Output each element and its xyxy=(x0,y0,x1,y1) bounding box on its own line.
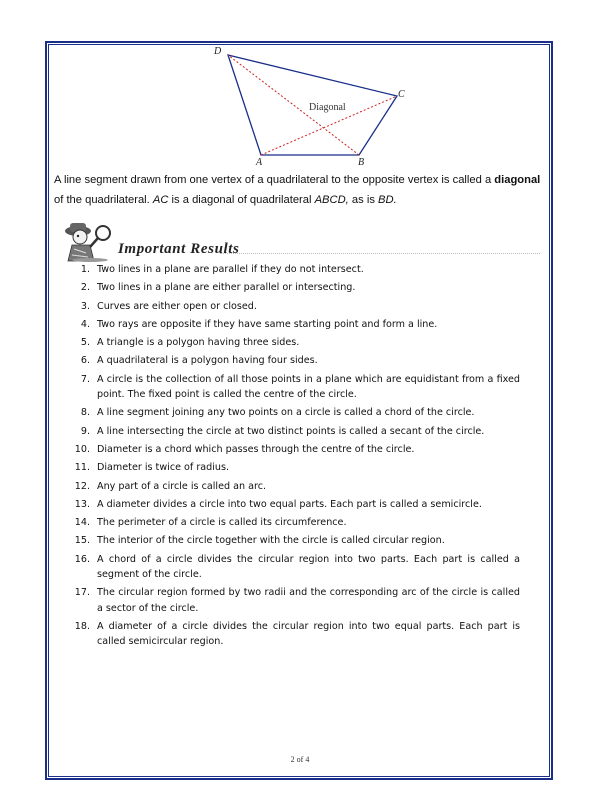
list-item xyxy=(60,372,520,403)
diagonal-definition xyxy=(54,170,544,210)
item-text: Two lines in a plane are either parallel or intersecting. xyxy=(97,282,356,294)
list-item xyxy=(60,515,520,530)
vertex-label-d: D xyxy=(214,46,222,57)
diagonal-label: Diagonal xyxy=(309,102,346,113)
list-item xyxy=(60,585,520,616)
item-text: A circle is the collection of all those points in a plane which are equidistant from a fixed point. The fixed point is called the centre of the circle. xyxy=(97,373,520,401)
def-text-4: as is xyxy=(348,194,379,206)
item-number: 17. xyxy=(74,587,90,599)
list-item xyxy=(60,552,520,583)
item-number: 15. xyxy=(74,535,90,547)
item-text: The perimeter of a circle is called its circumference. xyxy=(97,517,347,529)
item-number: 4. xyxy=(80,318,90,330)
item-number: 18. xyxy=(74,620,90,632)
item-number: 10. xyxy=(74,443,90,455)
item-text: Two rays are opposite if they have same starting point and form a line. xyxy=(97,318,438,330)
item-number: 7. xyxy=(80,373,90,385)
vertex-label-b: B xyxy=(358,157,365,168)
def-text-2: of the quadrilateral. xyxy=(54,194,153,206)
list-item xyxy=(60,424,520,439)
def-abcd: ABCD, xyxy=(314,194,349,206)
list-item xyxy=(60,497,520,512)
item-text: Diameter is twice of radius. xyxy=(97,462,230,474)
list-item xyxy=(60,533,520,548)
def-ac: AC xyxy=(152,194,169,206)
item-text: A line segment joining any two points on a circle is called a chord of the circle. xyxy=(97,407,475,419)
item-number: 12. xyxy=(74,480,90,492)
list-item xyxy=(60,299,520,314)
def-bd: BD. xyxy=(378,194,397,206)
item-text: A diameter of a circle divides the circular region into two equal parts. Each part is called semicircular region. xyxy=(97,620,520,648)
def-text-1: A line segment drawn from one vertex of a quadrilateral to the opposite vertex is called a xyxy=(54,174,495,186)
item-text: A line intersecting the circle at two distinct points is called a secant of the circle. xyxy=(97,425,485,437)
item-number: 8. xyxy=(80,407,90,419)
item-text: The circular region formed by two radii and the corresponding arc of the circle is called a sector of the circle. xyxy=(97,587,520,614)
header-rule xyxy=(220,253,540,254)
item-text: A chord of a circle divides the circular region into two parts. Each part is called a segment of the circle. xyxy=(97,553,520,581)
detective-with-magnifier-icon xyxy=(60,219,116,263)
quadrilateral-figure xyxy=(0,0,600,175)
important-results-title: Important Results xyxy=(118,241,240,257)
item-number: 1. xyxy=(80,264,90,275)
item-number: 14. xyxy=(74,517,90,529)
list-item xyxy=(60,317,520,332)
item-number: 6. xyxy=(80,355,90,367)
important-results-header xyxy=(60,225,540,265)
item-number: 2. xyxy=(80,282,90,294)
item-text: A triangle is a polygon having three sides. xyxy=(97,337,300,349)
list-item xyxy=(60,280,520,295)
list-item xyxy=(60,460,520,475)
item-text: A quadrilateral is a polygon having four sides. xyxy=(97,355,318,367)
list-item xyxy=(60,479,520,494)
list-item xyxy=(60,335,520,350)
item-text: Two lines in a plane are parallel if they do not intersect. xyxy=(97,264,364,275)
list-item xyxy=(60,353,520,368)
item-text: The interior of the circle together with the circle is called circular region. xyxy=(97,535,445,547)
def-text-3: is a diagonal of quadrilateral xyxy=(168,194,315,206)
item-number: 11. xyxy=(74,462,90,474)
item-text: Curves are either open or closed. xyxy=(97,300,257,312)
item-number: 5. xyxy=(80,337,90,349)
item-text: Diameter is a chord which passes through the centre of the circle. xyxy=(97,443,415,455)
item-number: 13. xyxy=(74,498,90,510)
item-number: 9. xyxy=(80,425,90,437)
list-item xyxy=(60,442,520,457)
item-number: 16. xyxy=(74,553,90,565)
page-number: 2 of 4 xyxy=(290,755,310,764)
list-item xyxy=(60,405,520,420)
list-item xyxy=(60,619,520,650)
vertex-label-c: C xyxy=(398,89,405,100)
list-item xyxy=(60,262,520,277)
item-text: A diameter divides a circle into two equal parts. Each part is called a semicircle. xyxy=(97,498,482,510)
item-number: 3. xyxy=(80,300,90,312)
vertex-label-a: A xyxy=(256,157,263,168)
item-text: Any part of a circle is called an arc. xyxy=(97,480,267,492)
def-term: diagonal xyxy=(494,174,541,186)
results-list xyxy=(60,262,520,653)
